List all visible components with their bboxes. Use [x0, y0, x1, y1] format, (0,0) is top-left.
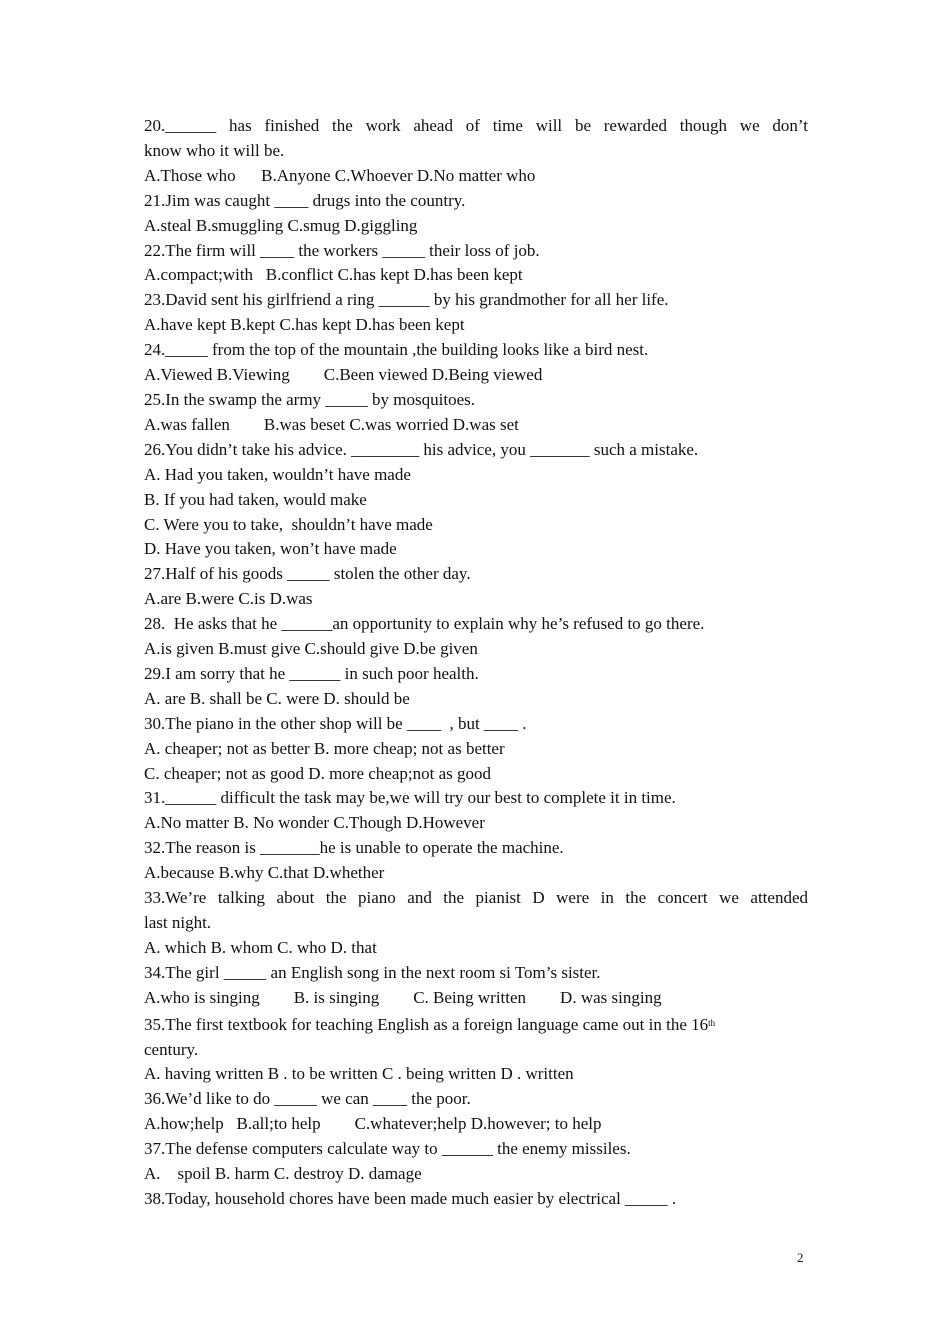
- text-line: 36.We’d like to do _____ we can ____ the poor.: [144, 1089, 471, 1109]
- text-line: 30.The piano in the other shop will be ____ , but ____ .: [144, 713, 527, 733]
- text-line: 31.______ difficult the task may be,we will try our best to complete it in time.: [144, 788, 676, 808]
- text-line: 33.We’re talking about the piano and the pianist D were in the concert we attended: [144, 888, 808, 908]
- text-line: 29.I am sorry that he ______ in such poor health.: [144, 663, 479, 683]
- text-line: know who it will be.: [144, 140, 285, 160]
- text-line: 24._____ from the top of the mountain ,the building looks like a bird nest.: [144, 340, 649, 360]
- text-line: 28. He asks that he ______an opportunity to explain why he’s refused to go there.: [144, 614, 705, 634]
- text-line: A. having written B . to be written C . being written D . written: [144, 1064, 574, 1084]
- text-line: 23.David sent his girlfriend a ring ______ by his grandmother for all her life.: [144, 290, 669, 310]
- text-line: 25.In the swamp the army _____ by mosquitoes.: [144, 389, 475, 409]
- text-line: A. spoil B. harm C. destroy D. damage: [144, 1164, 422, 1184]
- text-line: A.are B.were C.is D.was: [144, 589, 313, 609]
- text-line: A.No matter B. No wonder C.Though D.However: [144, 813, 485, 833]
- text-line: A. cheaper; not as better B. more cheap; not as better: [144, 738, 505, 758]
- text-line: A.compact;with B.conflict C.has kept D.has been kept: [144, 265, 523, 285]
- text-line: last night.: [144, 913, 212, 932]
- text-line: A.steal B.smuggling C.smug D.giggling: [144, 215, 418, 235]
- text-line: 32.The reason is _______he is unable to operate the machine.: [144, 838, 564, 858]
- text-line: A.because B.why C.that D.whether: [144, 863, 385, 883]
- text-line: A.is given B.must give C.should give D.be given: [144, 639, 478, 659]
- text-line: A. Had you taken, wouldn’t have made: [144, 464, 411, 484]
- document-body: [144, 114, 808, 1212]
- text-line: C. cheaper; not as good D. more cheap;not as good: [144, 763, 491, 783]
- text-line: 27.Half of his goods _____ stolen the other day.: [144, 564, 471, 584]
- text-line: C. Were you to take, shouldn’t have made: [144, 514, 433, 534]
- text-line: A.how;help B.all;to help C.whatever;help D.however; to help: [144, 1114, 602, 1134]
- text-line: A.Viewed B.Viewing C.Been viewed D.Being viewed: [144, 365, 543, 385]
- text-line: 20.______ has finished the work ahead of time will be rewarded though we don’t: [144, 116, 808, 135]
- text-line: 26.You didn’t take his advice. ________ his advice, you _______ such a mistake.: [144, 439, 699, 459]
- text-line: A.have kept B.kept C.has kept D.has been kept: [144, 315, 465, 335]
- text-line: D. Have you taken, won’t have made: [144, 539, 397, 559]
- text-line: A.Those who B.Anyone C.Whoever D.No matter who: [144, 165, 536, 185]
- text-line: 22.The firm will ____ the workers _____ their loss of job.: [144, 240, 540, 260]
- text-line: B. If you had taken, would make: [144, 489, 367, 509]
- text-line: A.was fallen B.was beset C.was worried D.was set: [144, 414, 519, 434]
- text-line: century.: [144, 1039, 199, 1059]
- text-line-with-superscript: [144, 1011, 808, 1038]
- text-line: 37.The defense computers calculate way to ______ the enemy missiles.: [144, 1139, 631, 1159]
- page-number: 2: [797, 1250, 804, 1265]
- text-line: A. are B. shall be C. were D. should be: [144, 688, 410, 708]
- text-line: 34.The girl _____ an English song in the next room si Tom’s sister.: [144, 962, 601, 982]
- text-line: 21.Jim was caught ____ drugs into the country.: [144, 190, 466, 210]
- text-line: A. which B. whom C. who D. that: [144, 937, 377, 957]
- ordinal-superscript: th: [708, 1017, 716, 1028]
- text-line: A.who is singing B. is singing C. Being written D. was singing: [144, 987, 662, 1007]
- text-line-main: 35.The first textbook for teaching English as a foreign language came out in the 16: [144, 1014, 709, 1034]
- text-line: 38.Today, household chores have been made much easier by electrical _____ .: [144, 1188, 677, 1208]
